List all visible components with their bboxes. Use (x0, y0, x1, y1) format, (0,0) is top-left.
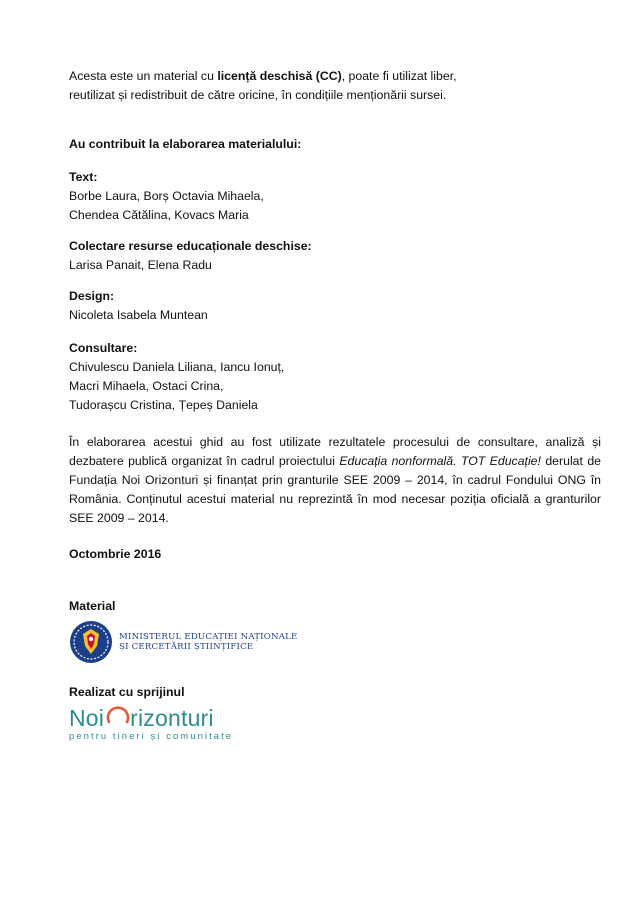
section-resources (69, 237, 601, 275)
license-notice (69, 67, 601, 105)
ministry-name-line-2: ȘI CERCETĂRII ȘTIINȚIFICE (119, 642, 254, 652)
contributors-heading: Au contribuit la elaborarea materialului: (69, 137, 302, 151)
section-heading: Colectare resurse educaționale deschise: (69, 239, 312, 253)
noi-orizonturi-logo (69, 706, 233, 742)
license-line-1 (69, 67, 601, 86)
license-suffix: , poate fi utilizat liber, (341, 69, 457, 83)
section-line: Macri Mihaela, Ostaci Crina, (69, 379, 224, 393)
section-line: Tudorașcu Cristina, Țepeș Daniela (69, 398, 258, 412)
noi-name-left: Noi (69, 705, 105, 731)
noi-tagline: pentru tineri și comunitate (69, 731, 234, 742)
license-type: licență deschisă (CC) (217, 69, 342, 83)
noi-name-right: rizonturi (130, 705, 214, 731)
license-line-2: reutilizat și redistribuit de către oricine, în condițiile menționării sursei. (69, 88, 447, 102)
section-consulting (69, 339, 601, 415)
section-text (69, 168, 601, 225)
ministry-emblem-icon (69, 620, 113, 664)
note-part-2: derulat de Fundația Noi Orizonturi și finanțat prin granturile SEE 2009 – 2014, în cadrul Fondului ONG în România. Conținutul acestui material nu reprezintă în mod necesar poziția oficială a granturilor SEE 2009 – 2014. (69, 454, 601, 525)
ministry-logo (69, 620, 298, 664)
section-line: Chendea Cătălina, Kovacs Maria (69, 208, 249, 222)
note-part-1: În elaborarea acestui ghid au fost utilizate rezultatele procesului de consultare, analiză și dezbatere publică organizat în cadrul proiectului (69, 435, 601, 468)
material-label: Material (69, 599, 116, 613)
publication-date: Octombrie 2016 (69, 547, 162, 561)
section-heading: Design: (69, 289, 115, 303)
project-note (69, 433, 601, 528)
section-heading: Consultare: (69, 341, 138, 355)
section-line: Borbe Laura, Borș Octavia Mihaela, (69, 189, 264, 203)
section-line: Chivulescu Daniela Liliana, Iancu Ionuț, (69, 360, 285, 374)
section-design (69, 287, 601, 325)
license-prefix: Acesta este un material cu (69, 69, 218, 83)
ministry-name-line-1: MINISTERUL EDUCAȚIEI NAȚIONALE (119, 632, 298, 642)
horizon-circle-icon (106, 706, 130, 730)
support-label: Realizat cu sprijinul (69, 685, 185, 699)
ministry-name (113, 632, 298, 652)
section-line: Nicoleta Isabela Muntean (69, 308, 208, 322)
noi-orizonturi-wordmark (69, 706, 214, 730)
section-line: Larisa Panait, Elena Radu (69, 258, 212, 272)
section-heading: Text: (69, 170, 98, 184)
project-title: Educația nonformală. TOT Educație! (339, 454, 541, 468)
